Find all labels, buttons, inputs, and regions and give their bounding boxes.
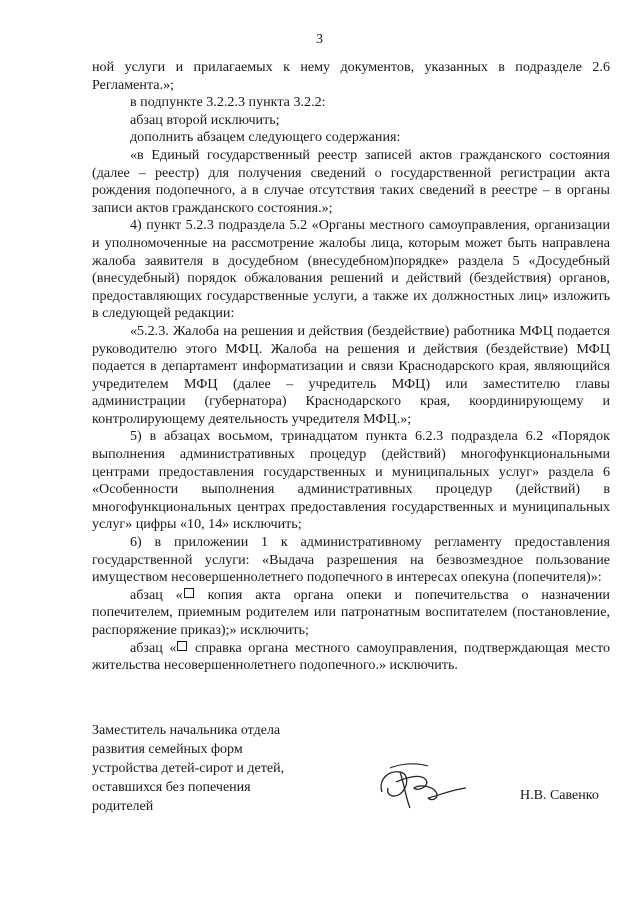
paragraph-item-5: 5) в абзацах восьмом, тринадцатом пункта 6.2.3 подраздела 6.2 «Порядок выполнения административных процедур (действий) многофункциональными центрами предоставления государственных и муниципальных услуг» раздела 6 «Особенности выполнения административных процедур (действий) в многофункциональных центрах предоставления государственных и муниципальных услуг» цифры «10, 14» исключить; xyxy=(92,428,610,533)
paragraph-registry-quote: «в Единый государственный реестр записей актов гражданского состояния (далее – реестр) для получения сведений о государственной регистрации акта рождения подопечного, а в случае отсутствия таких сведений в реестре – в органы записи актов гражданского состояния.»; xyxy=(92,146,610,216)
signatory-position xyxy=(92,721,352,816)
paragraph-supplement: дополнить абзацем следующего содержания: xyxy=(130,129,401,146)
paragraph-exclude-second: абзац второй исключить; xyxy=(130,111,280,128)
position-line: устройства детей-сирот и детей, xyxy=(92,761,285,776)
checkbox-square-icon xyxy=(184,588,194,598)
paragraph-item-6: 6) в приложении 1 к административному регламенту предоставления государственной услуги: «Выдача разрешения на безвозмездное пользование имуществом несовершеннолетнего подопечного в интересах опекуна (попечителя)»: xyxy=(92,534,610,586)
paragraph-abzac-certificate xyxy=(92,640,610,675)
position-line: родителей xyxy=(92,799,154,814)
handwritten-signature-icon xyxy=(370,758,470,814)
position-line: развития семейных форм xyxy=(92,742,243,757)
paragraph-item-4: 4) пункт 5.2.3 подраздела 5.2 «Органы местного самоуправления, организации и уполномоченные на рассмотрение жалобы лица, которым может быть направлена жалоба заявителя в досудебном (внесудебном)порядке» раздела 5 «Досудебный (внесудебный) порядок обжалования решений и действий (бездействия) органов, предоставляющих государственные услуги, а также их должностных лиц» изложить в следующей редакции: xyxy=(92,217,610,322)
document-body xyxy=(92,59,610,675)
signer-name: Н.В. Савенко xyxy=(520,788,599,803)
paragraph-523-quote: «5.2.3. Жалоба на решения и действия (бездействие) работника МФЦ подается руководителю этого МФЦ. Жалоба на решения и действия (бездействие) МФЦ подается в департамент информатизации и связи Краснодарского края, являющийся учредителем МФЦ (далее – учредитель МФЦ) или заместителю главы администрации (губернатора) Краснодарского края, координирующему и контролирующему деятельность учредителя МФЦ.»; xyxy=(92,322,610,427)
position-line: оставшихся без попечения xyxy=(92,780,251,795)
paragraph-continuation: ной услуги и прилагаемых к нему документов, указанных в подразделе 2.6 Регламента.»; xyxy=(92,59,610,93)
abzac-prefix: абзац « xyxy=(130,639,177,656)
page-number: 3 xyxy=(316,32,323,47)
abzac-text: справка органа местного самоуправления, подтверждающая место жительства несовершеннолетнего подопечного.» исключить. xyxy=(92,639,610,674)
paragraph-abzac-copy-act xyxy=(92,587,610,640)
abzac-prefix: абзац « xyxy=(130,586,183,603)
paragraph-subclause: в подпункте 3.2.2.3 пункта 3.2.2: xyxy=(130,94,326,111)
position-line: Заместитель начальника отдела xyxy=(92,723,281,738)
checkbox-square-icon xyxy=(177,641,187,651)
abzac-text: копия акта органа опеки и попечительства о назначении попечителем, приемным родителем или патронатным воспитателем (постановление, распоряжение приказ);» исключить; xyxy=(92,586,610,638)
